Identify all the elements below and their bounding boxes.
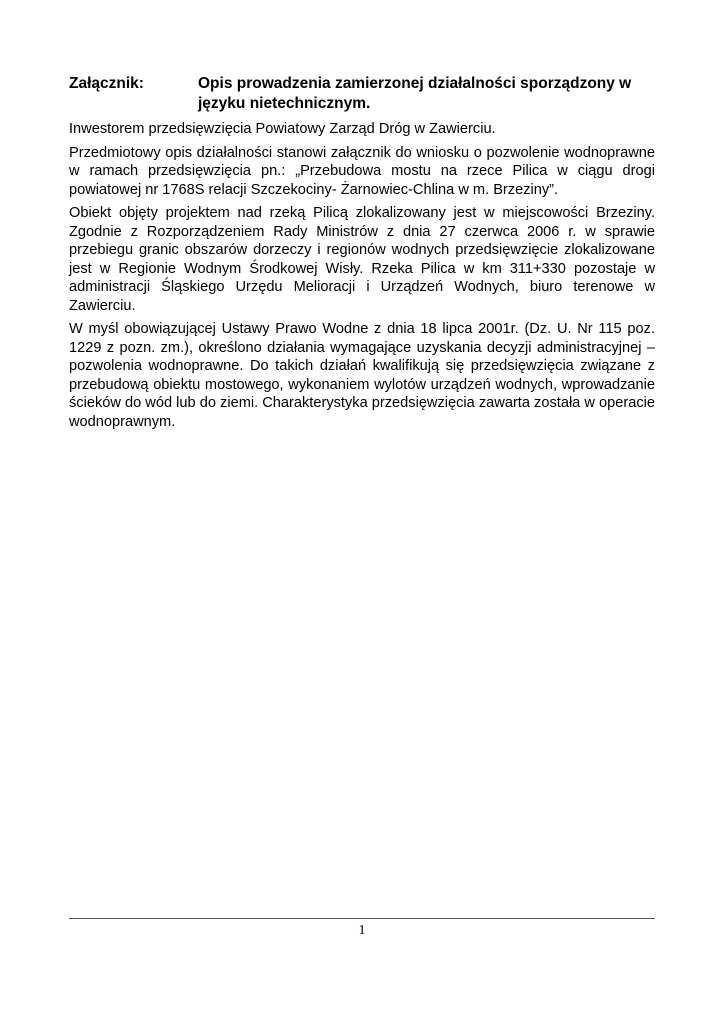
paragraph-legal-basis: W myśl obowiązującej Ustawy Prawo Wodne z dnia 18 lipca 2001r. (Dz. U. Nr 115 poz. 1229 z pozn. zm.), określono działania wymagające uzyskania decyzji administracyjnej – pozwolenia wodnoprawne. Do takich działań kwalifikują się przedsięwzięcia związane z przebudową obiektu mostowego, wykonaniem wylotów urządzeń wodnych, wprowadzanie ścieków do wód lub do ziemi. Charakterystyka przedsięwzięcia zawarta została w operacie wodnoprawnym.: [69, 321, 655, 430]
heading-label: Załącznik:: [69, 75, 144, 92]
paragraph-investor: Inwestorem przedsięwzięcia Powiatowy Zarząd Dróg w Zawierciu.: [69, 121, 496, 137]
document-page: [69, 74, 655, 436]
document-title: Opis prowadzenia zamierzonej działalności sporządzony w języku nietechnicznym.: [198, 75, 632, 112]
page-number: 1: [358, 923, 366, 938]
paragraph-location: Obiekt objęty projektem nad rzeką Pilicą zlokalizowany jest w miejscowości Brzeziny. Zgodnie z Rozporządzeniem Rady Ministrów z dnia 27 czerwca 2006 r. w sprawie przebiegu granic obszarów dorzeczy i regionów wodnych przedsięwzięcie zlokalizowane jest w Regionie Wodnym Środkowej Wisły. Rzeka Pilica w km 311+330 pozostaje w administracji Śląskiego Urzędu Melioracji i Urządzeń Wodnych, biuro terenowe w Zawierciu.: [69, 205, 655, 314]
document-heading: [69, 74, 655, 114]
paragraph-subject: Przedmiotowy opis działalności stanowi załącznik do wniosku o pozwolenie wodnoprawne w ramach przedsięwzięcia pn.: „Przebudowa mostu na rzece Pilica w ciągu drogi powiatowej nr 1768S relacji Szczekociny- Żarnowiec-Chlina w m. Brzeziny”.: [69, 144, 655, 198]
footer-divider: [69, 918, 655, 919]
